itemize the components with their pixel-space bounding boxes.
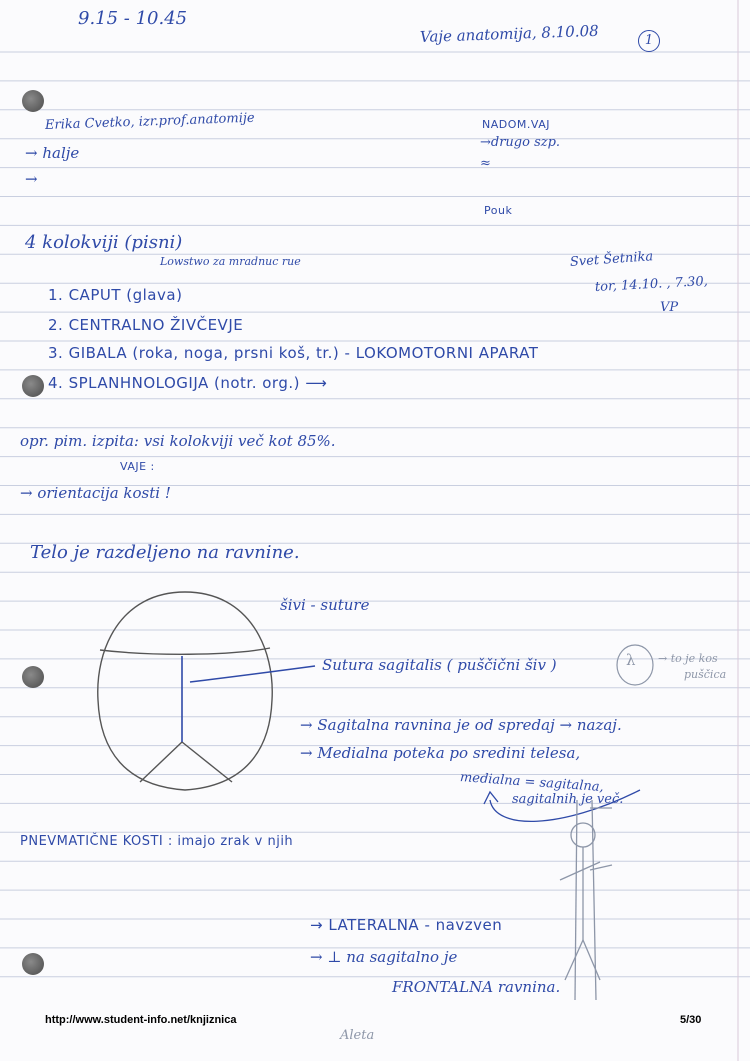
pnevmaticne-note: PNEVMATIČNE KOSTI : imajo zrak v njih: [20, 834, 294, 849]
footer-page-number: 5/30: [680, 1014, 702, 1026]
medialna-sagitalna-note: medialna = sagitalna,: [459, 770, 605, 796]
tojekos-note: → to je kos: [658, 652, 718, 665]
sagitalna-note: → Sagitalna ravnina je od spredaj → nazaj.: [300, 716, 622, 734]
kolokviji-item-3: 3. GIBALA (roka, noga, prsni koš, tr.) - LOKOMOTORNI APARAT: [48, 344, 539, 362]
kolokviji-item-2: 2. CENTRALNO ŽIVČEVJE: [48, 316, 244, 334]
pusica-note: puščica: [684, 668, 727, 681]
ravnine-intro: Telo je razdeljeno na ravnine.: [30, 542, 300, 563]
lateralna-line2: → ⊥ na sagitalno je: [310, 948, 458, 966]
vaje-label: VAJE :: [120, 460, 155, 473]
kolokviji-subnote: Lowstwo za mradnuc rue: [160, 255, 301, 268]
stick-figure-sketch: [560, 800, 612, 1000]
skull-sketch: [98, 592, 272, 790]
sagittal-suture-line: [182, 656, 315, 742]
sutura-note: Sutura sagitalis ( puščični šiv ): [322, 656, 557, 674]
sivi-note: šivi - suture: [280, 596, 370, 614]
medialna-note: → Medialna poteka po sredini telesa,: [300, 744, 581, 762]
kolokviji-heading: 4 kolokviji (pisni): [25, 232, 183, 253]
footer-signature: Aleta: [340, 1028, 375, 1043]
page-mark-number: 1: [644, 33, 654, 48]
lateralna-line1: → LATERALNA - navzven: [310, 916, 503, 934]
svet-line1: Svet Šetnika: [569, 249, 654, 270]
halje-note: → halje: [25, 144, 80, 162]
svet-line2: tor, 14.10. , 7.30,: [594, 274, 709, 295]
svet-line3: VP: [660, 300, 679, 315]
lateralna-line3: FRONTALNA ravnina.: [392, 978, 561, 996]
lecturer-note: Erika Cvetko, izr.prof.anatomije: [44, 110, 255, 133]
scribble-mark: ≈: [480, 156, 491, 171]
sagitalnih-vec-note: sagitalnih je več.: [512, 792, 624, 807]
kolokviji-item-4: 4. SPLANHNOLOGIJA (notr. org.) ⟶: [48, 374, 328, 392]
drugo-note: →drugo szp.: [480, 135, 561, 150]
page-title: Vaje anatomija, 8.10.08: [419, 21, 599, 46]
empty-arrow-note: →: [25, 170, 38, 188]
footer-url: http://www.student-info.net/knjiznica: [45, 1014, 237, 1026]
time-range: 9.15 - 10.45: [78, 8, 188, 29]
orientacija-note: → orientacija kosti !: [20, 484, 171, 502]
kolokviji-item-1: 1. CAPUT (glava): [48, 286, 183, 304]
izpit-line: opr. pim. izpita: vsi kolokviji več kot 85%.: [20, 432, 336, 450]
lambda-symbol: λ: [626, 651, 636, 669]
pouk-note: Pouk: [484, 204, 513, 217]
nadom-note: NADOM.VAJ: [482, 118, 550, 131]
